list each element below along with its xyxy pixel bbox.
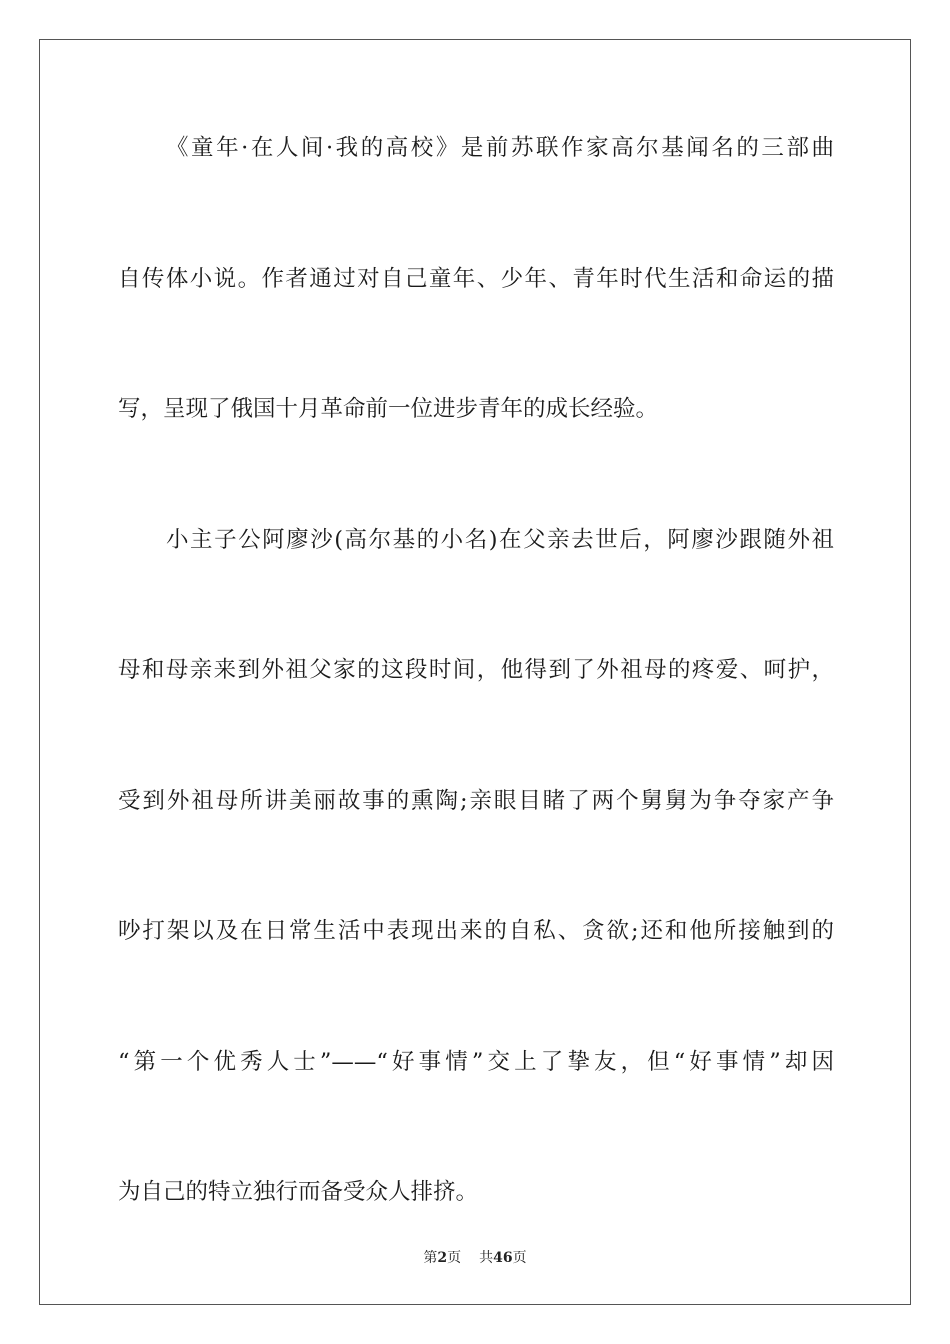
total-prefix: 共 (479, 1250, 494, 1266)
paragraph-line: 为自己的特立独行而备受众人排挤。 (118, 1179, 479, 1205)
page-suffix: 页 (447, 1250, 462, 1266)
total-suffix: 页 (512, 1250, 527, 1266)
page-footer (0, 1248, 950, 1268)
total-pages: 46 (493, 1250, 513, 1266)
paragraph-line: 小主子公阿廖沙(高尔基的小名)在父亲去世后，阿廖沙跟随外祖 (166, 526, 834, 553)
paragraph-line: 受到外祖母所讲美丽故事的熏陶;亲眼目睹了两个舅舅为争夺家产争 (118, 787, 834, 814)
paragraph-line: 写，呈现了俄国十月革命前一位进步青年的成长经验。 (118, 396, 659, 422)
page-number: 2 (437, 1250, 448, 1266)
paragraph-line: 吵打架以及在日常生活中表现出来的自私、贪欲;还和他所接触到的 (118, 918, 834, 944)
paragraph-line: 母和母亲来到外祖父家的这段时间，他得到了外祖母的疼爱、呵护， (118, 657, 834, 683)
page-prefix: 第 (423, 1250, 438, 1266)
paragraph-line: 自传体小说。作者通过对自己童年、少年、青年时代生活和命运的描 (118, 265, 834, 292)
paragraph-line: “第一个优秀人士”——“好事情”交上了挚友，但“好事情”却因 (118, 1048, 834, 1075)
paragraph-line: 《童年·在人间·我的高校》是前苏联作家高尔基闻名的三部曲 (166, 135, 834, 161)
document-body (118, 125, 834, 1300)
